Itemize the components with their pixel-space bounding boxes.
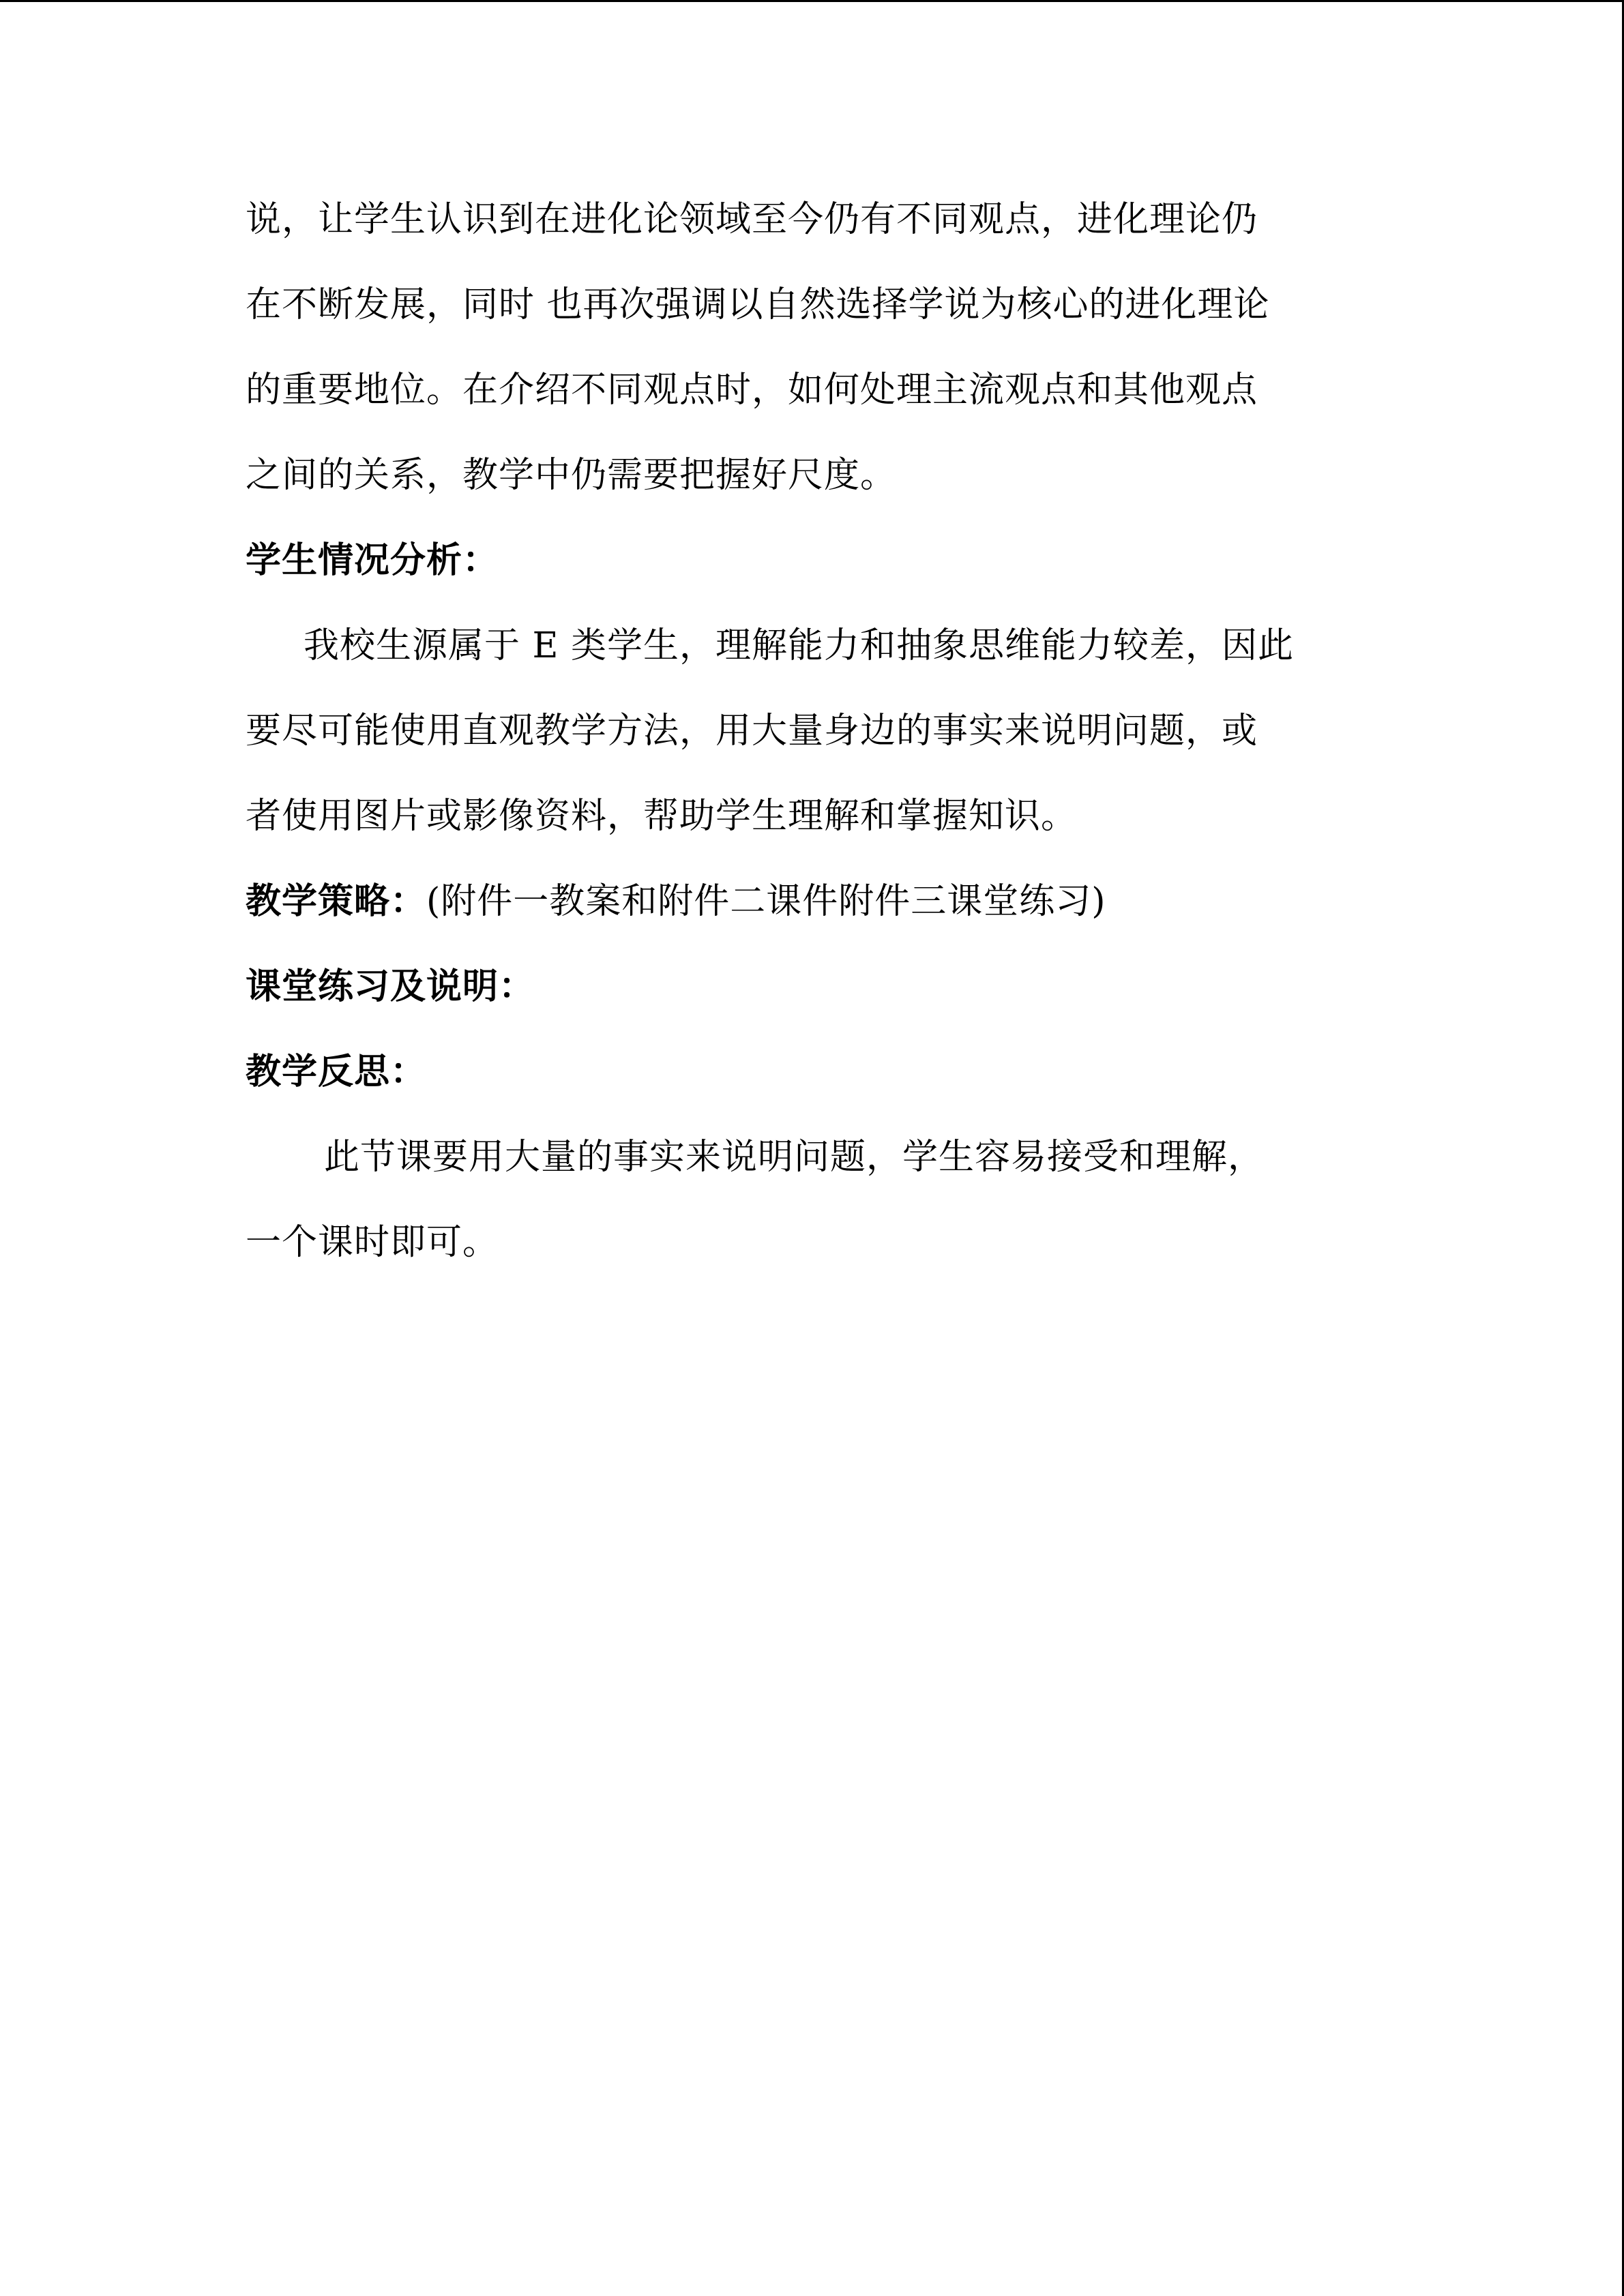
paragraph-line: 说，让学生认识到在进化论领域至今仍有不同观点，进化理论仍 xyxy=(246,199,1258,240)
paragraph-line: 在不断发展，同时 也再次强调以自然选择学说为核心的进化理论 xyxy=(246,284,1270,325)
paragraph-line: 要尽可能使用直观教学方法，用大量身边的事实来说明问题，或 xyxy=(246,711,1258,751)
strategy-line xyxy=(246,880,1106,923)
paragraph-line: 我校生源属于 E 类学生，理解能力和抽象思维能力较差，因此 xyxy=(304,625,1295,666)
section-heading-exercise: 课堂练习及说明： xyxy=(246,966,535,1007)
paragraph-line: 的重要地位。在介绍不同观点时，如何处理主流观点和其他观点 xyxy=(246,370,1258,411)
paragraph-line: 此节课要用大量的事实来说明问题，学生容易接受和理解， xyxy=(324,1137,1265,1178)
section-heading-strategy: 教学策略： xyxy=(246,881,427,922)
page-border-top xyxy=(0,0,1624,2)
paragraph-line: 之间的关系，教学中仍需要把握好尺度。 xyxy=(246,455,897,496)
strategy-note: (附件一教案和附件二课件附件三课堂练习) xyxy=(426,881,1106,922)
section-heading-student-analysis: 学生情况分析： xyxy=(246,540,499,581)
paragraph-line: 者使用图片或影像资料，帮助学生理解和掌握知识。 xyxy=(246,796,1078,837)
section-heading-reflection: 教学反思： xyxy=(246,1052,427,1092)
paragraph-line: 一个课时即可。 xyxy=(246,1222,499,1263)
